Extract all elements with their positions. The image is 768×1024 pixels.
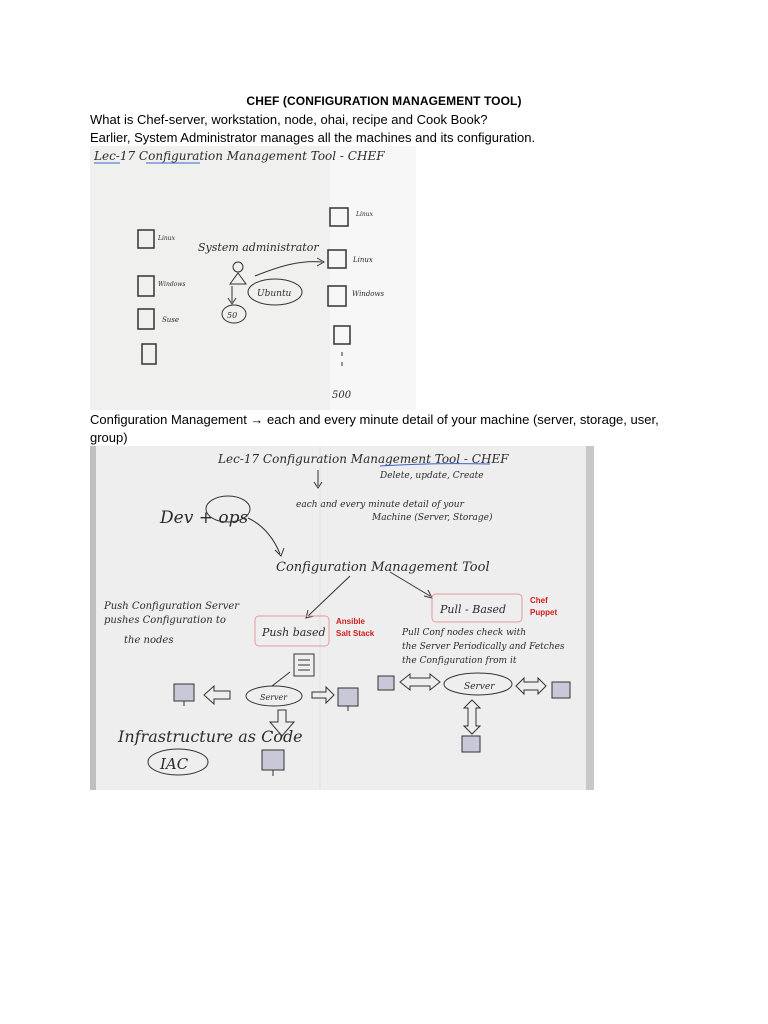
board2-puppet: Puppet — [530, 608, 558, 617]
board2-pull-box: Pull - Based — [440, 603, 507, 616]
board2-cmt: Configuration Management Tool — [276, 560, 490, 575]
board2-heading: Lec-17 Configuration Management Tool - CHEF — [218, 452, 509, 466]
board2-pull-desc-3: the Configuration from it — [402, 656, 517, 666]
config-mgmt-line-cont: group) — [90, 430, 128, 445]
board2-note-3: Machine (Server, Storage) — [372, 513, 493, 523]
board2-server-right: Server — [464, 682, 495, 692]
board2-pull-desc-1: Pull Conf nodes check with — [402, 628, 527, 638]
board1-left-label-1: Linux — [158, 235, 176, 242]
board2-server-left: Server — [260, 693, 288, 702]
board2-push-desc-2: pushes Configuration to — [104, 615, 226, 626]
history-line: Earlier, System Administrator manages all the machines and its configuration. — [90, 130, 536, 145]
board2-devops: Dev + ops — [160, 508, 249, 528]
document-title: CHEF (CONFIGURATION MANAGEMENT TOOL) — [246, 94, 522, 108]
board2-iac: IAC — [160, 755, 189, 773]
board1-right-label-2: Linux — [353, 256, 373, 264]
whiteboard-photo-2 — [90, 446, 594, 790]
board1-sysadmin: System administrator — [198, 241, 319, 254]
board2-salt-stack: Salt Stack — [336, 629, 375, 638]
board2-iac-line-1: Infrastructure as Code — [118, 727, 303, 746]
board1-heading: Lec-17 Configuration Management Tool - CHEF — [94, 149, 385, 163]
board2-ansible: Ansible — [336, 617, 365, 626]
board2-push-desc-1: Push Configuration Server — [104, 601, 240, 612]
question-line: What is Chef-server, workstation, node, ohai, recipe and Cook Book? — [90, 112, 488, 127]
board1-right-label-3: Windows — [352, 290, 385, 298]
board1-left-label-2: Windows — [158, 281, 186, 288]
board1-ubuntu: Ubuntu — [257, 289, 292, 299]
board2-note-1: Delete, update, Create — [380, 471, 484, 481]
whiteboard-photo-1 — [90, 146, 416, 410]
board2-push-box: Push based — [262, 626, 326, 639]
board1-count-bottom: 500 — [332, 390, 352, 401]
board2-chef: Chef — [530, 596, 548, 605]
board2-note-2: each and every minute detail of your — [296, 500, 464, 510]
board2-pull-desc-2: the Server Periodically and Fetches — [402, 642, 565, 652]
board2-push-desc-3: the nodes — [124, 635, 174, 646]
board1-count: 50 — [227, 311, 238, 320]
board1-left-label-3: Suse — [162, 316, 180, 324]
config-mgmt-line: Configuration Management → each and every minute detail of your machine (server, storage, user, — [90, 412, 659, 427]
board1-right-label-1: Linux — [356, 211, 374, 218]
